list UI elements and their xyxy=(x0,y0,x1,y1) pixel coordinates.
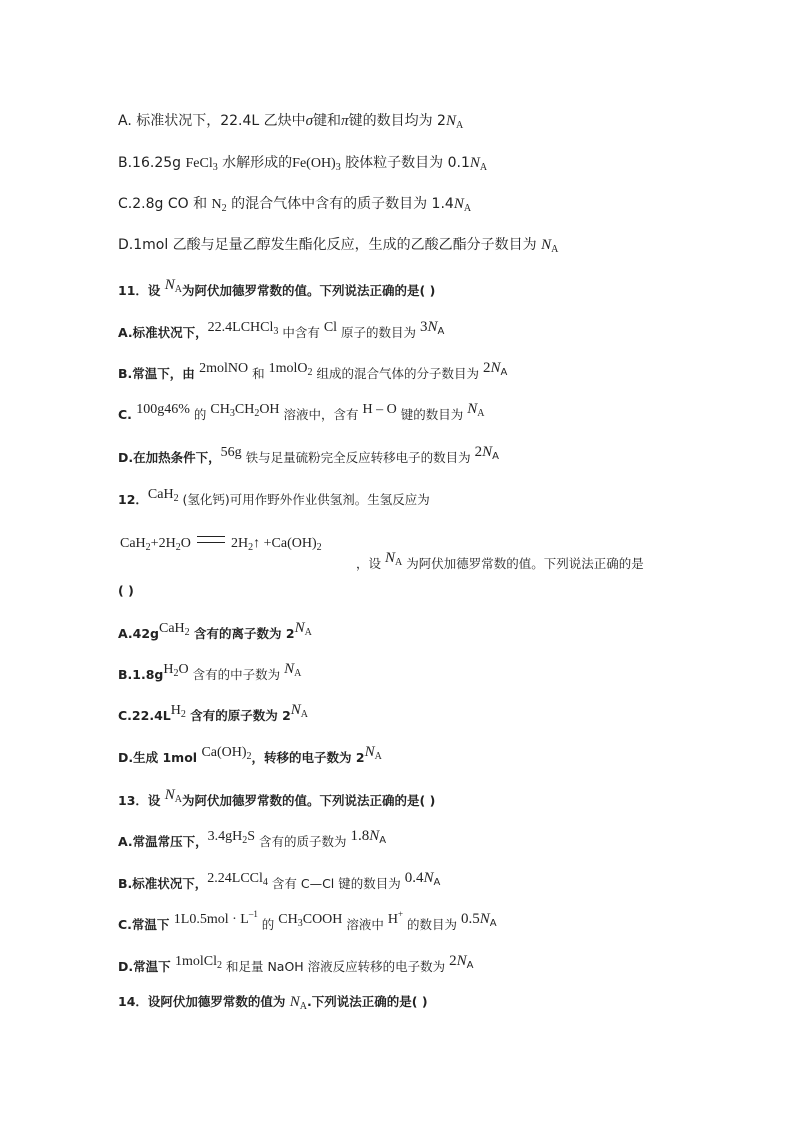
formula-text: +2H xyxy=(150,536,176,551)
stem-text: (氢化钙)可用作野外作业供氢剂。生氢反应为 xyxy=(178,492,430,507)
formula-text: ↑ +Ca(OH) xyxy=(253,536,317,551)
q11-option-c xyxy=(118,401,794,425)
formula xyxy=(173,909,258,927)
option-text: 含有的原子数为 2 xyxy=(185,708,291,723)
question-13-stem xyxy=(118,787,794,811)
n-letter: N xyxy=(284,661,295,677)
n-letter: N xyxy=(490,360,501,376)
na-symbol xyxy=(290,994,307,1010)
option-text: D.在加热条件下， xyxy=(118,450,221,465)
option-text: 含有 C—Cl 键的数目为 xyxy=(267,876,405,891)
q12-option-c xyxy=(118,702,794,726)
option-text: 键的数目均为 2 xyxy=(348,113,446,129)
stem-text: 12． xyxy=(118,492,148,507)
stem-text: ，设 xyxy=(356,556,385,571)
na-symbol xyxy=(284,661,301,677)
coefficient: 0.5 xyxy=(461,911,480,927)
coefficient: 0.4 xyxy=(404,870,424,886)
stem-text: 13．设 xyxy=(118,793,165,808)
formula-text: O xyxy=(178,662,189,677)
option-text: 的 xyxy=(257,917,279,932)
option-text: 键和 xyxy=(313,113,342,129)
formula: Cl xyxy=(323,320,338,335)
pi-symbol: π xyxy=(341,113,349,129)
formula-text: CH xyxy=(210,402,230,417)
option-text: A.常温常压下， xyxy=(118,834,208,849)
n-letter: N xyxy=(467,401,478,417)
na-symbol xyxy=(454,196,471,212)
option-text: B.标准状况下， xyxy=(118,876,208,891)
option-d-esterification xyxy=(118,234,794,255)
q12-option-d xyxy=(118,744,794,768)
a-subscript: A xyxy=(466,960,474,971)
option-text: B.16.25g xyxy=(118,155,186,171)
n-letter: N xyxy=(289,994,300,1010)
a-subscript: A xyxy=(455,120,464,131)
option-text: A.42g xyxy=(118,626,159,641)
formula-text: CaH xyxy=(120,536,146,551)
formula-text: 1molO xyxy=(268,361,308,376)
a-subscript: A xyxy=(477,408,485,419)
formula-sub: 3 xyxy=(212,162,218,173)
q11-option-d xyxy=(118,444,794,468)
coefficient-na xyxy=(449,953,474,971)
option-text: D.生成 1mol xyxy=(118,750,202,765)
option-text: 的混合气体中含有的质子数目为 1.4 xyxy=(226,196,454,212)
formula-sub: 2 xyxy=(175,542,181,553)
formula-text: 22.4LCHCl xyxy=(207,320,274,335)
na-symbol xyxy=(467,401,484,417)
q13-option-d xyxy=(118,953,794,977)
option-text: 含有的离子数为 2 xyxy=(189,626,295,641)
coefficient-na xyxy=(461,911,497,929)
option-text: 中含有 xyxy=(278,325,324,340)
a-subscript: A xyxy=(304,627,312,638)
option-text: 铁与足量硫粉完全反应转移电子的数目为 xyxy=(241,450,475,465)
a-subscript: A xyxy=(479,162,488,173)
equation-left xyxy=(120,536,191,551)
formula-sub: 2 xyxy=(316,542,322,553)
na-symbol xyxy=(541,237,558,253)
option-text: 水解形成的 xyxy=(217,155,293,171)
option-a-ethyne xyxy=(118,110,794,131)
formula: H – O xyxy=(362,402,397,417)
option-text: 胶体粒子数目为 0.1 xyxy=(340,155,470,171)
option-text: 和足量 NaOH 溶液反应转移的电子数为 xyxy=(222,959,450,974)
formula xyxy=(185,156,217,171)
formula xyxy=(292,156,341,171)
formula xyxy=(278,912,342,927)
a-subscript: A xyxy=(299,1001,307,1012)
n-letter: N xyxy=(294,620,305,636)
q12-option-b xyxy=(118,661,794,685)
option-text: A. 标准状况下，22.4L 乙炔中 xyxy=(118,113,306,129)
formula-sub: 2 xyxy=(254,408,260,419)
n-letter: N xyxy=(427,319,438,335)
formula xyxy=(207,871,268,886)
stem-text: 为阿伏加德罗常数的值。下列说法正确的是( ) xyxy=(182,283,436,298)
formula-sub: 2 xyxy=(217,960,222,971)
formula-text: Fe(OH) xyxy=(292,156,336,171)
sigma-symbol: σ xyxy=(305,113,314,129)
option-b-fecl3 xyxy=(118,152,794,173)
option-text: C. xyxy=(118,407,137,422)
q11-option-a xyxy=(118,319,794,343)
q13-option-a xyxy=(118,828,794,852)
formula-text: H xyxy=(387,912,398,927)
n-letter: N xyxy=(384,550,395,566)
option-text: C.常温下 xyxy=(118,917,174,932)
q11-option-b xyxy=(118,360,794,384)
formula-sub: 2 xyxy=(173,493,179,504)
n-letter: N xyxy=(423,870,434,886)
a-subscript: A xyxy=(551,244,559,255)
stem-text: 为阿伏加德罗常数的值。下列说法正确的是 xyxy=(402,556,644,571)
n-letter: N xyxy=(479,911,490,927)
formula xyxy=(159,621,190,636)
option-text: 溶液中，含有 xyxy=(279,407,363,422)
coefficient-na xyxy=(404,870,441,888)
coefficient-na xyxy=(420,319,445,337)
answer-bracket: ( ) xyxy=(118,583,134,598)
stem-text: 11．设 xyxy=(118,283,165,298)
na-symbol xyxy=(291,702,308,718)
formula-text: 1L0.5mol · L xyxy=(173,912,249,927)
formula-text: CaH xyxy=(147,487,174,502)
formula-sub: 3 xyxy=(273,326,279,337)
a-subscript: A xyxy=(300,709,309,720)
na-symbol xyxy=(165,787,182,803)
coefficient: 2 xyxy=(474,444,483,460)
n-letter: N xyxy=(456,953,467,969)
option-text: B.1.8g xyxy=(118,667,164,682)
coefficient-na xyxy=(482,360,508,378)
option-text: 含有的质子数为 xyxy=(255,834,351,849)
option-text: C.22.4L xyxy=(118,708,171,723)
n-letter: N xyxy=(164,787,175,803)
reaction-equation xyxy=(120,532,794,553)
question-11-stem xyxy=(118,277,794,301)
formula-sub: 2 xyxy=(246,751,252,762)
na-symbol xyxy=(470,155,487,171)
option-text: 的数目为 xyxy=(403,917,462,932)
n-letter: N xyxy=(369,828,380,844)
formula-sub: 2 xyxy=(173,668,179,679)
formula-sub: 2 xyxy=(248,542,254,553)
formula-sub: 3 xyxy=(229,408,235,419)
na-symbol xyxy=(446,113,463,129)
coefficient: 2 xyxy=(482,360,491,376)
formula-text: Ca(OH) xyxy=(201,745,247,760)
question-12-stem xyxy=(118,487,794,510)
formula-sub: 3 xyxy=(297,918,303,929)
formula xyxy=(201,745,251,760)
option-text: D.1mol 乙酸与足量乙醇发生酯化反应，生成的乙酸乙酯分子数目为 xyxy=(118,237,542,253)
formula xyxy=(212,197,227,212)
formula-text: S xyxy=(247,829,256,844)
formula-text: COOH xyxy=(302,912,343,927)
q13-option-c xyxy=(118,909,794,935)
option-text: B.常温下，由 xyxy=(118,366,200,381)
coefficient-na xyxy=(474,444,499,462)
a-subscript: A xyxy=(433,877,441,888)
question-12-stem-tail xyxy=(356,550,794,574)
formula: 56g xyxy=(220,445,242,460)
formula-sub: 2 xyxy=(184,627,190,638)
a-subscript: A xyxy=(174,794,182,805)
formula-text: 2H xyxy=(231,536,249,551)
formula-sup: + xyxy=(397,909,404,919)
question-14-stem xyxy=(118,992,794,1012)
formula: 100g46% xyxy=(136,402,190,417)
option-c-co-n2 xyxy=(118,193,794,214)
a-subscript: A xyxy=(489,918,497,929)
formula-sub: 2 xyxy=(145,542,151,553)
option-text: 的 xyxy=(189,407,211,422)
option-text: C.2.8g CO 和 xyxy=(118,196,212,212)
option-text: 组成的混合气体的分子数目为 xyxy=(312,366,483,381)
n-letter: N xyxy=(445,113,456,129)
equation-right xyxy=(231,536,322,551)
option-text: 溶液中 xyxy=(342,917,388,932)
n-letter: N xyxy=(453,196,464,212)
formula-sub: 2 xyxy=(242,835,248,846)
formula-sub: 4 xyxy=(262,877,268,888)
formula-text: CaH xyxy=(159,621,185,636)
a-subscript: A xyxy=(379,835,387,846)
coefficient: 1.8 xyxy=(350,828,370,844)
formula-sub: 3 xyxy=(335,162,341,173)
formula-text: H xyxy=(170,703,181,718)
formula-sub: 2 xyxy=(307,367,313,378)
na-symbol xyxy=(295,620,312,636)
formula: 2molNO xyxy=(199,361,249,376)
formula-text: 2.24LCCl xyxy=(207,871,263,886)
formula xyxy=(208,829,255,844)
a-subscript: A xyxy=(492,451,499,462)
option-text: D.常温下 xyxy=(118,959,175,974)
formula xyxy=(171,703,186,718)
formula-text: H xyxy=(163,662,174,677)
n-letter: N xyxy=(482,444,493,460)
stem-text: .下列说法正确的是( ) xyxy=(307,994,428,1009)
a-subscript: A xyxy=(174,284,182,295)
formula-sup: –1 xyxy=(248,909,258,919)
n-letter: N xyxy=(469,155,480,171)
a-subscript: A xyxy=(500,367,508,378)
formula xyxy=(163,662,188,677)
formula-text: N xyxy=(211,197,222,212)
formula-text: CH xyxy=(278,912,298,927)
n-letter: N xyxy=(541,237,552,253)
option-text: 原子的数目为 xyxy=(337,325,421,340)
coefficient-na xyxy=(350,828,387,846)
option-text: 和 xyxy=(248,366,269,381)
stem-text: 14．设阿伏加德罗常数的值为 xyxy=(118,994,290,1009)
q13-option-b xyxy=(118,870,794,894)
option-text: A.标准状况下， xyxy=(118,325,208,340)
formula-text: 1molCl xyxy=(174,954,217,969)
na-symbol xyxy=(385,550,402,566)
formula xyxy=(208,320,279,335)
q12-option-a xyxy=(118,620,794,644)
formula xyxy=(148,487,179,502)
formula-sub: 2 xyxy=(221,203,227,214)
coefficient: 3 xyxy=(420,319,428,335)
formula xyxy=(387,909,404,927)
a-subscript: A xyxy=(294,668,302,679)
formula-text: CH xyxy=(234,402,255,417)
formula-text: O xyxy=(180,536,191,551)
a-subscript: A xyxy=(437,326,445,337)
n-letter: N xyxy=(290,702,301,718)
option-text: 含有的中子数为 xyxy=(188,667,285,682)
formula-text: 3.4gH xyxy=(207,829,243,844)
formula-text: OH xyxy=(259,402,280,417)
formula-text: FeCl xyxy=(185,156,213,171)
option-text: ，转移的电子数为 2 xyxy=(251,750,365,765)
coefficient: 2 xyxy=(449,953,457,969)
a-subscript: A xyxy=(395,557,403,568)
formula xyxy=(210,402,279,417)
option-text: 键的数目为 xyxy=(396,407,468,422)
formula xyxy=(175,954,222,969)
na-symbol xyxy=(365,744,382,760)
formula-sub: 2 xyxy=(180,709,186,720)
n-letter: N xyxy=(364,744,375,760)
formula xyxy=(269,361,313,376)
a-subscript: A xyxy=(463,203,472,214)
a-subscript: A xyxy=(374,751,382,762)
n-letter: N xyxy=(164,277,175,293)
double-line-equals xyxy=(197,536,225,543)
na-symbol xyxy=(165,277,182,293)
stem-text: 为阿伏加德罗常数的值。下列说法正确的是( ) xyxy=(182,793,436,808)
